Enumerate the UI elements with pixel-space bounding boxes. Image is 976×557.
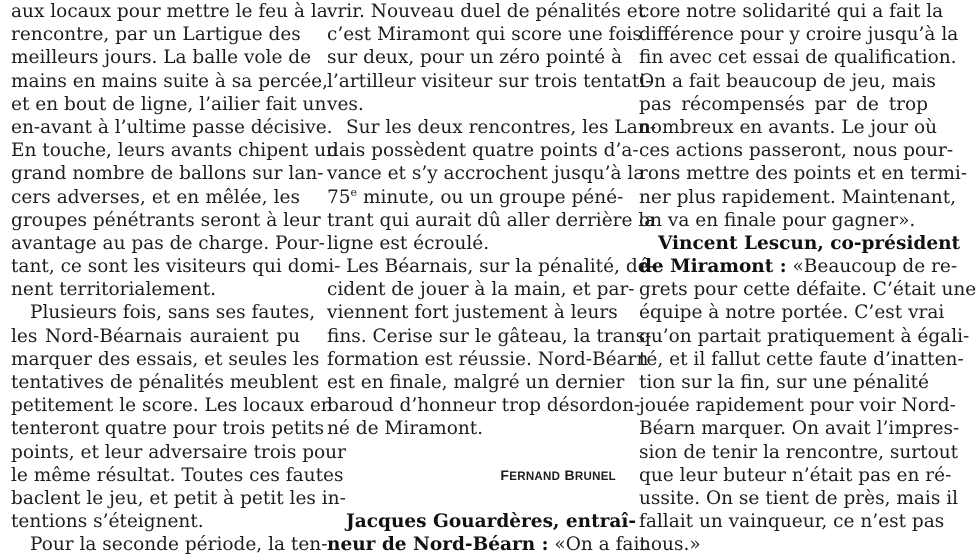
text-line: ner plus rapidement. Maintenant, (639, 186, 957, 208)
text-line: ussite. On se tient de près, mais il (639, 487, 959, 509)
paragraph-start: Plusieurs fois, sans ses fautes, (30, 302, 316, 324)
text-line: nombreux en avants. Le jour où (639, 116, 937, 138)
text-line: dais possèdent quatre points d’a- (327, 140, 639, 162)
text-line: pas récompensés par de trop (639, 93, 928, 115)
text-line: petitement le score. Les locaux en (11, 395, 333, 417)
text-line: baroud d’honneur trop désordon- (327, 395, 641, 417)
text-line: grets pour cette défaite. C’était une (639, 279, 976, 301)
text-line: formation est réussie. Nord-Béarn (327, 348, 649, 370)
text-line: et en bout de ligne, l’ailier fait un (11, 93, 327, 115)
text-line: ves. (327, 93, 364, 115)
text-line: que leur buteur n’était pas en ré- (639, 464, 952, 486)
text-line: baclent le jeu, et petit à petit les in- (11, 487, 346, 509)
text-line: On a fait beaucoup de jeu, mais (639, 70, 936, 92)
text-line: core notre solidarité qui a fait la (639, 1, 944, 22)
text-line: tentions s’éteignent. (11, 511, 204, 533)
text-line: ligne est écroulé. (327, 232, 490, 254)
article-column-2 (327, 0, 656, 557)
text-line: vrir. Nouveau duel de pénalités et (327, 1, 646, 22)
text-line: En touche, leurs avants chipent un (11, 140, 339, 162)
text-line: marquer des essais, et seules les (11, 348, 320, 370)
text-line: né de Miramont. (327, 418, 484, 440)
quote-speaker: Vincent Lescun, co-président (658, 232, 961, 254)
text-line: en-avant à l’ultime passe décisive. (11, 116, 333, 138)
text-line-minute: 75e minute, ou un groupe péné- (327, 185, 624, 208)
quote-start-line (639, 255, 958, 278)
text-line: grand nombre de ballons sur lan- (11, 163, 324, 185)
text-line: sion de tenir la rencontre, surtout (639, 441, 959, 463)
text-line: fin avec cet essai de qualification. (639, 47, 957, 69)
paragraph-start: Pour la seconde période, la ten- (30, 534, 328, 556)
paragraph-start: Les Béarnais, sur la pénalité, dé- (346, 256, 655, 278)
text-line: avantage au pas de charge. Pour- (11, 232, 325, 254)
text-line: c’est Miramont qui score une fois (327, 24, 642, 46)
article-column-3 (639, 0, 976, 557)
spacer (327, 441, 616, 464)
text-line: qu’on partait pratiquement à égali- (639, 325, 970, 347)
text-line: Béarn marquer. On avait l’impres- (639, 418, 960, 440)
text-line: mains en mains suite à sa percée, (11, 70, 328, 92)
quote-text: «On a fait (554, 534, 647, 556)
text-line: ces actions passeront, nous pour- (639, 140, 954, 162)
text-line: nous.» (639, 534, 701, 556)
text-line: sur deux, pour un zéro pointé à (327, 47, 623, 69)
text-line: les Nord-Béarnais auraient pu (11, 325, 300, 347)
text-line: équipe à notre portée. C’est vrai (639, 302, 945, 324)
minute-number: 75e (327, 185, 358, 208)
quote-start-line (327, 533, 647, 556)
text-line: différence pour y croire jusqu’à la (639, 24, 959, 46)
text-line: groupes pénétrants seront à leur (11, 209, 321, 231)
text-line: rencontre, par un Lartigue des (11, 24, 301, 46)
text-line: on va en finale pour gagner». (639, 209, 916, 231)
text-line: le même résultat. Toutes ces fautes (11, 464, 344, 486)
text-line: tant, ce sont les visiteurs qui domi- (11, 256, 341, 278)
text-line: fins. Cerise sur le gâteau, la trans- (327, 325, 652, 347)
text-line: cident de jouer à la main, et par- (327, 279, 635, 301)
text-line: tenteront quatre pour trois petits (11, 418, 325, 440)
quote-speaker: Jacques Gouardères, entraî- (346, 511, 637, 533)
text-line: est en finale, malgré un dernier (327, 372, 625, 393)
text-line: nent territorialement. (11, 279, 217, 301)
text-line: fallait un vainqueur, ce n’est pas (639, 511, 945, 533)
paragraph-start: Sur les deux rencontres, les Lan- (346, 116, 656, 138)
text-line: meilleurs jours. La balle vole de (11, 47, 312, 69)
text-line: tentatives de pénalités meublent (11, 372, 319, 393)
text-line: viennent fort justement à leurs (327, 302, 618, 324)
text-line: l’artilleur visiteur sur trois tentati- (327, 70, 652, 92)
author-signature: FERNAND BRUNEL (500, 466, 616, 483)
quote-speaker-role: de Miramont : (639, 256, 787, 278)
text-line: cers adverses, et en mêlée, les (11, 186, 300, 208)
quote-speaker-role: neur de Nord-Béarn : (327, 534, 549, 556)
text-line: trant qui aurait dû aller derrière la (327, 209, 656, 231)
text-line: jouée rapidement pour voir Nord- (639, 395, 956, 417)
spacer (327, 487, 616, 510)
quote-text: «Beaucoup de re- (792, 256, 958, 278)
text-line: points, et leur adversaire trois pour (11, 441, 346, 463)
text-line: vance et s’y accrochent jusqu’à la (327, 163, 645, 185)
text-line: tion sur la fin, sur une pénalité (639, 372, 930, 393)
text-line: aux locaux pour mettre le feu à la (11, 1, 328, 22)
text-line: té, et il fallut cette faute d’inatten- (639, 348, 964, 370)
text-line: rons mettre des points et en termi- (639, 163, 968, 185)
